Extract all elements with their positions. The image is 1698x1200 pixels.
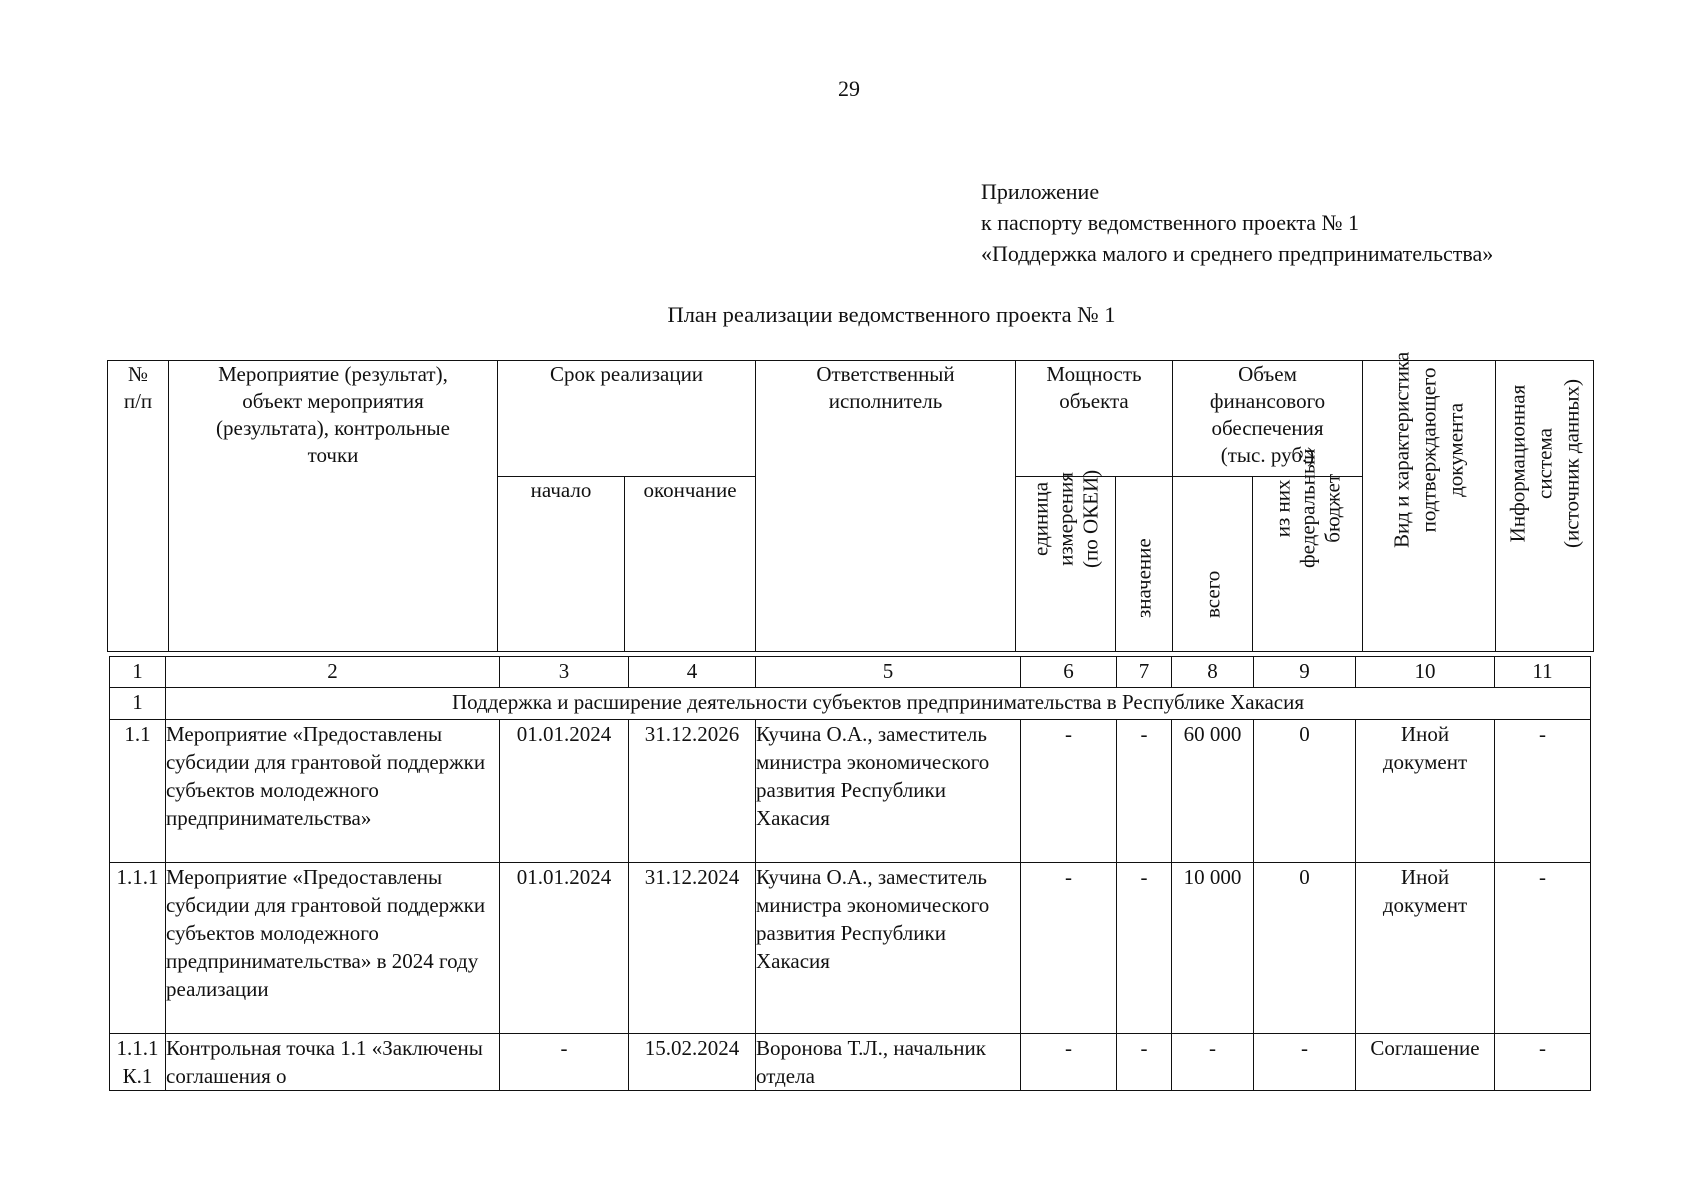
appendix-block: [981, 176, 1493, 269]
header-doc-line-2: подтверждающего: [1416, 367, 1441, 533]
column-number: 11: [1495, 657, 1591, 688]
header-doc: [1363, 351, 1496, 652]
header-value-text: значение: [1131, 538, 1156, 618]
header-num: № п/п: [108, 361, 169, 652]
header-value: [1116, 477, 1173, 652]
row-num: 1.1: [110, 720, 166, 863]
section-title: Поддержка и расширение деятельности субъектов предпринимательства в Республике Хакасия: [166, 688, 1591, 720]
appendix-line-3: «Поддержка малого и среднего предпринимательства»: [981, 241, 1494, 266]
column-number: 4: [629, 657, 756, 688]
row-info: -: [1495, 863, 1591, 1034]
row-info: -: [1495, 1034, 1591, 1091]
table-row: [110, 1034, 1591, 1091]
row-info: -: [1495, 720, 1591, 863]
appendix-line-1: Приложение: [981, 179, 1100, 204]
header-federal-line-2: федеральный: [1295, 448, 1319, 568]
row-event: Контрольная точка 1.1 «Заключены соглашения о: [166, 1034, 500, 1091]
row-total: -: [1172, 1034, 1254, 1091]
header-info: [1496, 361, 1594, 652]
appendix-line-2: к паспорту ведомственного проекта № 1: [981, 210, 1359, 235]
header-total-text: всего: [1200, 570, 1224, 618]
header-federal: [1253, 448, 1363, 652]
row-unit: -: [1021, 863, 1117, 1034]
row-end: 15.02.2024: [629, 1034, 756, 1091]
row-value: -: [1117, 720, 1172, 863]
row-federal: 0: [1254, 863, 1356, 1034]
row-federal: -: [1254, 1034, 1356, 1091]
row-doc: Соглашение: [1356, 1034, 1495, 1091]
column-number: 5: [756, 657, 1021, 688]
section-num: 1: [110, 688, 166, 720]
header-term: Срок реализации: [498, 361, 756, 477]
column-number: 10: [1356, 657, 1495, 688]
header-info-line-2: система: [1532, 428, 1557, 499]
column-number: 1: [110, 657, 166, 688]
row-total: 60 000: [1172, 720, 1254, 863]
column-number: 6: [1021, 657, 1117, 688]
row-num: 1.1.1 К.1: [110, 1034, 166, 1091]
section-row: [110, 688, 1591, 720]
header-funding: Объем финансового обеспечения (тыс. руб.): [1173, 361, 1363, 477]
column-number: 8: [1172, 657, 1254, 688]
row-total: 10 000: [1172, 863, 1254, 1034]
plan-table-header: [107, 351, 1594, 652]
row-event: Мероприятие «Предоставлены субсидии для грантовой поддержки субъектов молодежного предпринимательства» в 2024 году реализации: [166, 863, 500, 1034]
header-unit-line-2: измерения: [1053, 472, 1077, 566]
header-federal-line-1: из них: [1270, 479, 1294, 538]
plan-title: План реализации ведомственного проекта № 1: [667, 302, 1116, 327]
row-end: 31.12.2026: [629, 720, 756, 863]
column-number: 3: [500, 657, 629, 688]
row-event: Мероприятие «Предоставлены субсидии для грантовой поддержки субъектов молодежного предпринимательства»: [166, 720, 500, 863]
row-doc: Иной документ: [1356, 720, 1495, 863]
row-responsible: Кучина О.А., заместитель министра экономического развития Республики Хакасия: [756, 863, 1021, 1034]
row-value: -: [1117, 863, 1172, 1034]
table-row: [110, 863, 1591, 1034]
column-number-row: [110, 657, 1591, 688]
column-number: 9: [1254, 657, 1356, 688]
header-end: окончание: [625, 477, 756, 652]
row-federal: 0: [1254, 720, 1356, 863]
plan-table-body: [109, 656, 1591, 1091]
row-start: 01.01.2024: [500, 720, 629, 863]
row-unit: -: [1021, 720, 1117, 863]
header-unit-line-1: единица: [1028, 481, 1052, 556]
page-number: 29: [838, 76, 860, 101]
row-start: -: [500, 1034, 629, 1091]
table-row: [110, 720, 1591, 863]
header-total: [1173, 477, 1253, 652]
header-doc-line-1: Вид и характеристика: [1389, 351, 1414, 548]
row-doc: Иной документ: [1356, 863, 1495, 1034]
header-capacity: Мощность объекта: [1016, 361, 1173, 477]
header-doc-line-3: документа: [1443, 402, 1468, 497]
header-federal-line-3: бюджет: [1320, 473, 1344, 543]
row-num: 1.1.1: [110, 863, 166, 1034]
header-start: начало: [498, 477, 625, 652]
row-responsible: Кучина О.А., заместитель министра экономического развития Республики Хакасия: [756, 720, 1021, 863]
header-event: Мероприятие (результат), объект мероприятия (результата), контрольные точки: [169, 361, 498, 652]
row-responsible: Воронова Т.Л., начальник отдела: [756, 1034, 1021, 1091]
header-unit-line-3: (по ОКЕИ): [1078, 469, 1102, 568]
row-start: 01.01.2024: [500, 863, 629, 1034]
row-unit: -: [1021, 1034, 1117, 1091]
column-number: 7: [1117, 657, 1172, 688]
column-number: 2: [166, 657, 500, 688]
row-value: -: [1117, 1034, 1172, 1091]
header-info-line-3: (источник данных): [1559, 379, 1584, 548]
row-end: 31.12.2024: [629, 863, 756, 1034]
header-unit: [1016, 469, 1116, 652]
header-info-line-1: Информационная: [1505, 384, 1530, 543]
header-responsible: Ответственный исполнитель: [756, 361, 1016, 652]
